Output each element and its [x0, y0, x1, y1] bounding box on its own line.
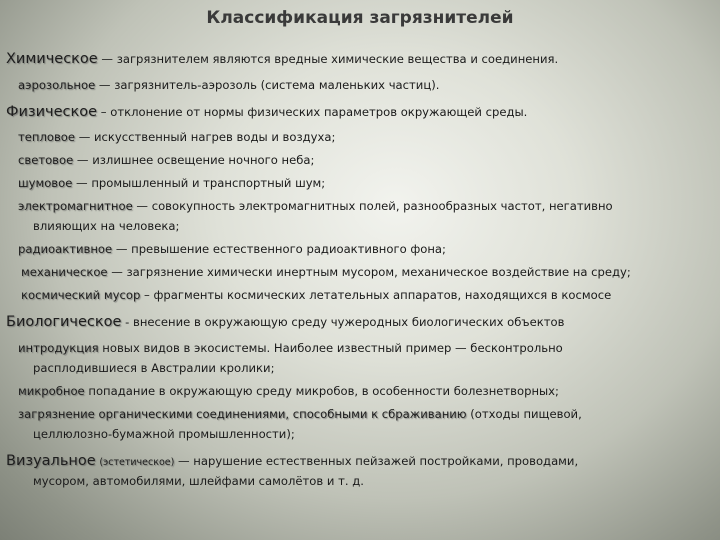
item-radioactive-text: — превышение естественного радиоактивного фона; [112, 242, 446, 256]
category-physical-head: Физическое [6, 104, 98, 120]
category-visual-note: (эстетическое) [99, 457, 175, 468]
item-organic-cont: целлюлозно-бумажной промышленности); [33, 427, 295, 441]
item-space-debris [21, 287, 611, 303]
category-physical-text: – отклонение от нормы физических параметров окружающей среды. [97, 105, 528, 119]
item-space-debris-term: космический мусор [21, 288, 141, 302]
item-introduction-term: интродукция [18, 341, 99, 355]
category-biological-text: - внесение в окружающую среду чужеродных биологических объектов [121, 315, 565, 329]
item-noise-term: шумовое [18, 176, 73, 190]
item-light-text: — излишнее освещение ночного неба; [73, 153, 315, 167]
item-noise-text: — промышленный и транспортный шум; [72, 176, 326, 190]
category-physical [6, 104, 527, 120]
item-light-term: световое [18, 153, 74, 167]
item-thermal-term: тепловое [18, 130, 76, 144]
item-microbial-term: микробное [18, 384, 85, 398]
category-chemical-head: Химическое [6, 51, 98, 67]
item-mechanical-term: механическое [21, 265, 108, 279]
item-organic-term: загрязнение органическими соединениями, способными к сбраживанию [18, 407, 467, 421]
category-chemical [6, 51, 558, 67]
item-space-debris-text: – фрагменты космических летательных аппаратов, находящихся в космосе [140, 288, 612, 302]
item-organic [18, 406, 582, 422]
category-biological-head: Биологическое [6, 314, 122, 330]
slide-title: Классификация загрязнителей [206, 8, 514, 28]
item-mechanical-text: — загрязнение химически инертным мусором, механическое воздействие на среду; [107, 265, 631, 279]
category-visual-text: — нарушение естественных пейзажей постройками, проводами, [174, 454, 579, 468]
item-electromagnetic-text: — совокупность электромагнитных полей, разнообразных частот, негативно [132, 199, 613, 213]
item-electromagnetic [18, 198, 613, 214]
item-introduction-text: новых видов в экосистемы. Наиболее известный пример — бесконтрольно [98, 341, 563, 355]
item-introduction-cont: расплодившиеся в Австралии кролики; [33, 361, 275, 375]
category-chemical-text: — загрязнителем являются вредные химические вещества и соединения. [97, 52, 559, 66]
item-mechanical [21, 264, 631, 280]
item-electromagnetic-cont: влияющих на человека; [33, 219, 180, 233]
item-thermal-text: — искусственный нагрев воды и воздуха; [75, 130, 336, 144]
item-radioactive [18, 241, 446, 257]
category-visual [6, 453, 578, 471]
item-radioactive-term: радиоактивное [18, 242, 113, 256]
category-biological [6, 314, 564, 330]
item-introduction [18, 340, 563, 356]
item-organic-text: (отходы пищевой, [466, 407, 582, 421]
item-electromagnetic-term: электромагнитное [18, 199, 133, 213]
item-aerosol [18, 77, 439, 93]
item-microbial [18, 383, 559, 399]
item-aerosol-text: — загрязнитель-аэрозоль (система маленьких частиц). [95, 78, 440, 92]
item-microbial-text: попадание в окружающую среду микробов, в особенности болезнетворных; [84, 384, 559, 398]
category-visual-head: Визуальное [6, 453, 96, 469]
item-noise [18, 175, 325, 191]
item-aerosol-term: аэрозольное [18, 78, 96, 92]
item-thermal [18, 129, 335, 145]
item-light [18, 152, 314, 168]
category-visual-cont: мусором, автомобилями, шлейфами самолётов и т. д. [33, 474, 364, 488]
